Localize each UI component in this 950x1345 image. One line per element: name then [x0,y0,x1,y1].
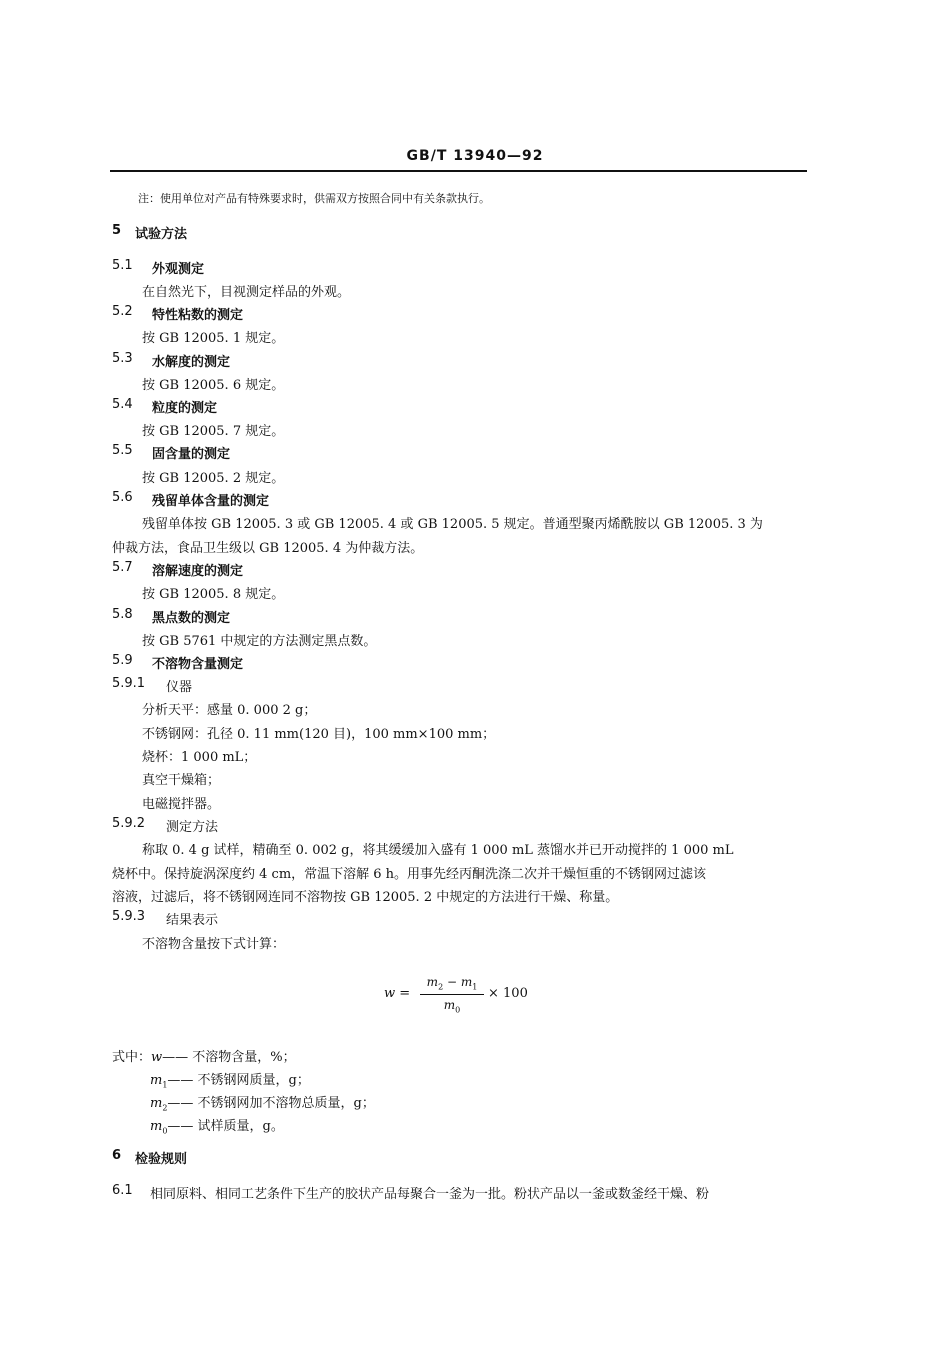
where-m0: $m_0——$ 试样质量，g。 [150,1119,284,1136]
formula-fraction-bar [420,994,484,995]
item-5-2-text: 按 GB 12005. 1 规定。 [142,331,285,346]
item-6-1-number: 6.1 [112,1183,133,1198]
sub-5-9-2-title: 测定方法 [166,820,219,835]
section-5-number: 5 [112,223,122,238]
sub-5-9-3-number: 5.9.3 [112,909,146,924]
formula-lhs: w = [384,986,411,1001]
formula-denominator: $m_0$ [443,998,461,1015]
item-5-1-text: 在自然光下，目视测定样品的外观。 [142,285,351,300]
note: 注：使用单位对产品有特殊要求时，供需双方按照合同中有关条款执行。 [138,192,490,205]
where-w: 式中：w—— 不溶物含量，%； [112,1050,296,1065]
item-5-5-title: 固含量的测定 [152,447,231,462]
item-5-8-title: 黑点数的测定 [152,611,231,626]
instrument-balance: 分析天平：感量 0. 000 2 g； [142,703,317,718]
item-5-2-number: 5.2 [112,304,133,319]
header-doc-id: GB/T 13940—92 [406,148,544,164]
instrument-stirrer: 电磁搅拌器。 [142,797,221,812]
where-m2: $m_2——$ 不锈钢网加不溶物总质量，g； [150,1096,375,1113]
item-5-1-number: 5.1 [112,258,133,273]
sub-5-9-1-title: 仪器 [166,680,193,695]
item-5-4-text: 按 GB 12005. 7 规定。 [142,424,285,439]
item-5-2-title: 特性粘数的测定 [152,308,244,323]
item-5-7-number: 5.7 [112,560,133,575]
item-5-3-title: 水解度的测定 [152,355,231,370]
section-5-title: 试验方法 [135,227,188,242]
item-5-3-number: 5.3 [112,351,133,366]
item-5-5-text: 按 GB 12005. 2 规定。 [142,471,285,486]
item-5-6-title: 残留单体含量的测定 [152,494,270,509]
item-5-6-text-line2: 仲裁方法，食品卫生级以 GB 12005. 4 为仲裁方法。 [112,541,424,556]
section-6-number: 6 [112,1148,122,1163]
item-5-5-number: 5.5 [112,443,133,458]
where-m1: $m_1——$ 不锈钢网质量，g； [150,1073,310,1090]
result-intro: 不溶物含量按下式计算： [142,937,286,952]
item-5-4-number: 5.4 [112,397,133,412]
item-5-9-number: 5.9 [112,653,133,668]
sub-5-9-1-number: 5.9.1 [112,676,146,691]
instrument-mesh: 不锈钢网：孔径 0. 11 mm(120 目)，100 mm×100 mm； [142,727,496,742]
item-6-1-text: 相同原料、相同工艺条件下生产的胶状产品每聚合一釜为一批。粉状产品以一釜或数釜经干燥、粉 [150,1187,710,1202]
item-5-3-text: 按 GB 12005. 6 规定。 [142,378,285,393]
item-5-6-number: 5.6 [112,490,133,505]
item-5-8-number: 5.8 [112,607,133,622]
section-6-title: 检验规则 [135,1152,188,1167]
item-5-8-text: 按 GB 5761 中规定的方法测定黑点数。 [142,634,377,649]
item-5-7-title: 溶解速度的测定 [152,564,244,579]
item-5-1-title: 外观测定 [152,262,205,277]
formula-fraction [420,975,484,1015]
formula-rhs: × 100 [488,986,528,1001]
item-5-6-text-line1: 残留单体按 GB 12005. 3 或 GB 12005. 4 或 GB 12005. 5 规定。普通型聚丙烯酰胺以 GB 12005. 3 为 [142,517,763,532]
sub-5-9-3-title: 结果表示 [166,913,219,928]
method-line3: 溶液，过滤后，将不锈钢网连同不溶物按 GB 12005. 2 中规定的方法进行干燥、称量。 [112,890,619,905]
item-5-9-title: 不溶物含量测定 [152,657,244,672]
method-line1: 称取 0. 4 g 试样，精确至 0. 002 g，将其缓缓加入盛有 1 000 mL 蒸馏水并已开动搅拌的 1 000 mL [142,843,734,858]
sub-5-9-2-number: 5.9.2 [112,816,146,831]
instrument-beaker: 烧杯：1 000 mL； [142,750,257,765]
method-line2: 烧杯中。保持旋涡深度约 4 cm，常温下溶解 6 h。用事先经丙酮洗涤二次并干燥恒重的不锈钢网过滤该 [112,867,707,882]
item-5-4-title: 粒度的测定 [152,401,218,416]
header-rule [110,170,807,172]
instrument-oven: 真空干燥箱； [142,773,221,788]
formula-numerator: $m_2 - m_1$ [426,975,478,992]
item-5-7-text: 按 GB 12005. 8 规定。 [142,587,285,602]
